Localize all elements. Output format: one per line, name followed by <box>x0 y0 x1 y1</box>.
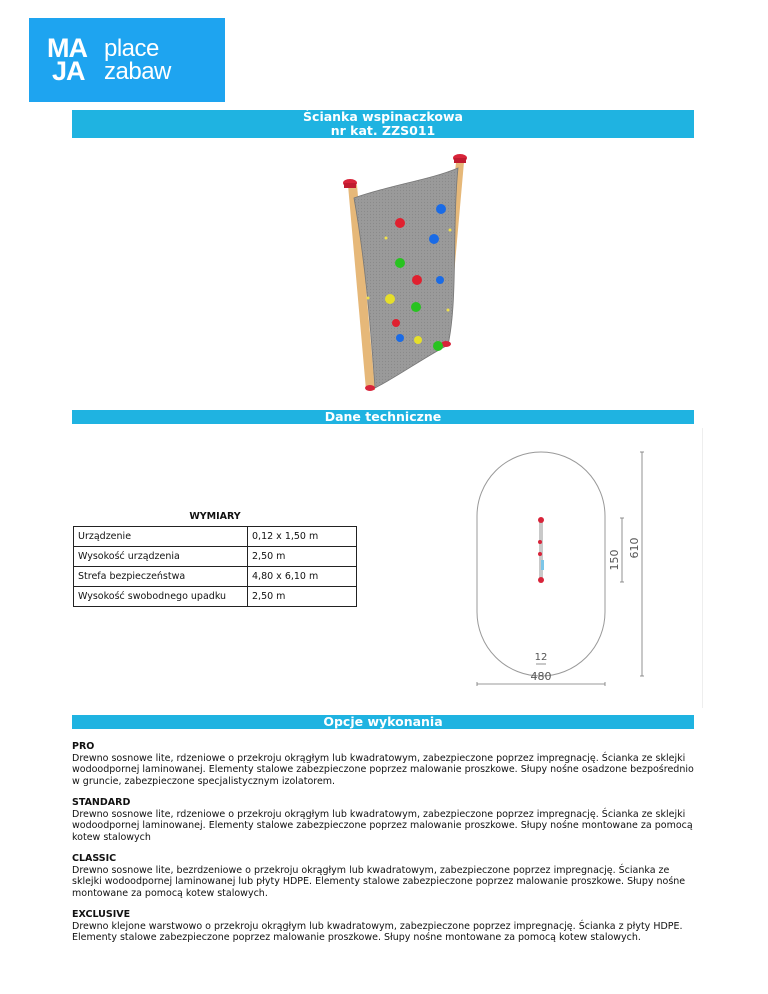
option-pro <box>72 741 698 787</box>
option-classic <box>72 853 698 899</box>
options-list <box>72 741 698 954</box>
option-name: STANDARD <box>72 797 131 808</box>
product-title-banner <box>72 110 694 138</box>
safety-zone-plan <box>460 428 703 708</box>
product-catalog-number: nr kat. ZZS011 <box>330 123 436 138</box>
climbing-wall-image <box>330 150 480 400</box>
option-description: Drewno sosnowe lite, rdzeniowe o przekroju okrągłym lub kwadratowym, zabezpieczone poprzez impregnację. Ścianka ze sklejki wodoodpornej laminowanej. Elementy stalowe zabezpieczone poprzez malowanie proszkowe. Słupy nośne osadzone bezpośrednio w gruncie, zabezpieczone specjalistycznym izolatorem. <box>72 752 694 787</box>
option-exclusive <box>72 909 698 944</box>
option-name: CLASSIC <box>72 853 117 864</box>
row-value: 4,80 x 6,10 m <box>248 567 357 587</box>
row-value: 2,50 m <box>248 587 357 607</box>
company-logo <box>29 18 225 102</box>
option-description: Drewno sosnowe lite, bezrdzeniowe o przekroju okrągłym lub kwadratowym, zabezpieczone poprzez impregnację. Ścianka ze sklejki wodoodpornej laminowanej lub płyty HDPE. Elementy stalowe zabezpieczone poprzez malowanie proszkowe. Słupy nośne montowane za pomocą kotew stalowych. <box>72 864 686 899</box>
logo-text-zabaw: zabaw <box>104 58 171 85</box>
logo-text-place: place <box>104 35 159 62</box>
product-title: Ścianka wspinaczkowa <box>303 109 463 124</box>
option-description: Drewno sosnowe lite, rdzeniowe o przekroju okrągłym lub kwadratowym, zabezpieczone poprzez impregnację. Ścianka ze sklejki wodoodpornej laminowanej. Elementy stalowe zabezpieczone poprzez malowanie proszkowe. Słupy nośne montowane za pomocą kotew stalowych <box>72 808 693 843</box>
safety-zone-drawing <box>460 428 702 708</box>
row-label: Urządzenie <box>74 527 248 547</box>
row-label: Wysokość swobodnego upadku <box>74 587 248 607</box>
table-row <box>74 547 357 567</box>
option-name: EXCLUSIVE <box>72 909 131 920</box>
table-row <box>74 527 357 547</box>
dim-width-inner: 12 <box>534 652 548 663</box>
dim-length-outer: 610 <box>628 537 641 559</box>
table-header-row <box>74 507 357 527</box>
option-name: PRO <box>72 741 95 752</box>
logo-text-ja: JA <box>52 56 85 86</box>
options-banner: Opcje wykonania <box>72 715 694 729</box>
dim-width-outer: 480 <box>530 670 552 683</box>
tech-data-banner: Dane techniczne <box>72 410 694 424</box>
row-label: Wysokość urządzenia <box>74 547 248 567</box>
dim-length-inner: 150 <box>608 549 621 571</box>
table-title: WYMIARY <box>74 507 357 527</box>
row-label: Strefa bezpieczeństwa <box>74 567 248 587</box>
option-standard <box>72 797 698 843</box>
option-description: Drewno klejone warstwowo o przekroju okrągłym lub kwadratowym, zabezpieczone poprzez impregnację. Ścianka z płyty HDPE. Elementy stalowe zabezpieczone poprzez malowanie proszkowe. Słupy nośne montowane za pomocą kotew stalowych. <box>72 920 683 943</box>
table-row <box>74 567 357 587</box>
table-row <box>74 587 357 607</box>
logo-text-ma: MA <box>47 33 87 63</box>
row-value: 2,50 m <box>248 547 357 567</box>
row-value: 0,12 x 1,50 m <box>248 527 357 547</box>
dimensions-table <box>73 507 357 607</box>
